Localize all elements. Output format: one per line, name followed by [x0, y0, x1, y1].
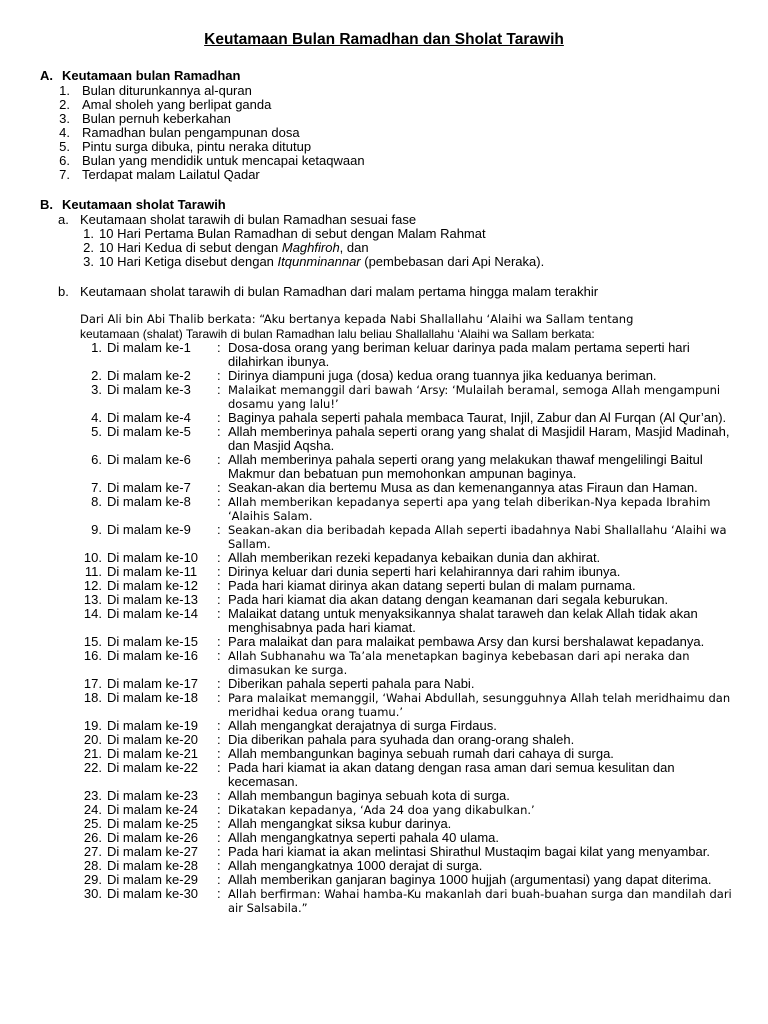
colon-separator: : — [217, 564, 221, 579]
colon-separator: : — [217, 844, 221, 859]
night-label: Di malam ke-13 — [107, 592, 199, 607]
sub-b-letter: b. — [58, 284, 69, 299]
night-number: 6. — [91, 452, 102, 467]
night-text: Seakan-akan dia bertemu Musa as dan kemenangannya atas Firaun dan Haman. — [228, 480, 698, 495]
night-label: Di malam ke-28 — [107, 858, 199, 873]
colon-separator: : — [217, 578, 221, 593]
table-row — [80, 383, 760, 411]
night-label: Di malam ke-26 — [107, 830, 199, 845]
night-text: Allah membangunkan baginya sebuah rumah dari cahaya di surga. — [228, 746, 614, 761]
night-number: 14. — [83, 606, 102, 621]
night-label: Di malam ke-5 — [107, 424, 191, 439]
night-label: Di malam ke-11 — [107, 564, 198, 579]
night-label: Di malam ke-23 — [107, 788, 199, 803]
section-a-letter: A. — [40, 68, 53, 83]
table-row — [80, 649, 760, 677]
night-label: Di malam ke-29 — [107, 872, 199, 887]
night-label: Di malam ke-2 — [107, 368, 191, 383]
night-label: Di malam ke-6 — [107, 452, 191, 467]
colon-separator: : — [217, 648, 221, 663]
table-row — [80, 607, 760, 635]
night-text: Pada hari kiamat dirinya akan datang seperti bulan di malam purnama. — [228, 578, 636, 593]
night-number: 17. — [83, 676, 102, 691]
section-b-letter: B. — [40, 197, 53, 212]
colon-separator: : — [217, 676, 221, 691]
night-text: Para malaikat dan para malaikat pembawa Arsy dan kursi bershalawat kepadanya. — [228, 634, 705, 649]
table-row — [80, 593, 760, 607]
night-label: Di malam ke-21 — [107, 746, 199, 761]
colon-separator: : — [217, 760, 221, 775]
sub-a-text: Keutamaan sholat tarawih di bulan Ramadhan sesuai fase — [80, 212, 417, 227]
night-text: Malaikat datang untuk menyaksikannya shalat taraweh dan kelak Allah tidak akan menghisabnya pada hari kiamat. — [228, 606, 698, 635]
night-number: 20. — [83, 732, 102, 747]
section-b-heading: Keutamaan sholat Tarawih — [62, 197, 226, 212]
table-row — [80, 495, 760, 523]
sub-b-text: Keutamaan sholat tarawih di bulan Ramadhan dari malam pertama hingga malam terakhir — [80, 284, 599, 299]
night-label: Di malam ke-24 — [107, 802, 199, 817]
table-row — [80, 341, 760, 369]
night-text: Allah Subhanahu wa Ta’ala menetapkan baginya kebebasan dari api neraka dan dimasukan ke surga. — [228, 649, 690, 677]
colon-separator: : — [217, 452, 221, 467]
nights-list — [80, 341, 760, 915]
night-text: Dirinya diampuni juga (dosa) kedua orang tuannya jika keduanya beriman. — [228, 368, 657, 383]
night-number: 23. — [83, 788, 102, 803]
colon-separator: : — [217, 410, 221, 425]
night-label: Di malam ke-15 — [107, 634, 199, 649]
night-number: 5. — [91, 424, 102, 439]
night-text: Dikatakan kepadanya, ‘Ada 24 doa yang dikabulkan.’ — [228, 803, 535, 817]
table-row — [80, 733, 760, 747]
colon-separator: : — [217, 746, 221, 761]
night-label: Di malam ke-10 — [107, 550, 199, 565]
table-row — [80, 523, 760, 551]
list-item: 4. Ramadhan bulan pengampunan dosa — [59, 125, 300, 140]
night-text: Dia diberikan pahala para syuhada dan orang-orang shaleh. — [228, 732, 575, 747]
night-label: Di malam ke-27 — [107, 844, 199, 859]
night-label: Di malam ke-7 — [107, 480, 191, 495]
table-row — [80, 551, 760, 565]
colon-separator: : — [217, 494, 221, 509]
night-number: 8. — [91, 494, 102, 509]
list-item: 5. Pintu surga dibuka, pintu neraka ditutup — [59, 139, 312, 154]
night-number: 27. — [83, 844, 102, 859]
colon-separator: : — [217, 732, 221, 747]
list-item: 7. Terdapat malam Lailatul Qadar — [59, 167, 260, 182]
night-text: Pada hari kiamat dia akan datang dengan keamanan dari segala keburukan. — [228, 592, 669, 607]
night-text: Pada hari kiamat ia akan melintasi Shirathul Mustaqim bagai kilat yang menyambar. — [228, 844, 710, 859]
table-row — [80, 817, 760, 831]
colon-separator: : — [217, 368, 221, 383]
night-text: Baginya pahala seperti pahala membaca Taurat, Injil, Zabur dan Al Furqan (Al Qur’an). — [228, 410, 727, 425]
night-number: 12. — [83, 578, 102, 593]
table-row — [80, 761, 760, 789]
list-item: 3. Bulan pernuh keberkahan — [59, 111, 231, 126]
colon-separator: : — [217, 424, 221, 439]
night-text: Allah mengangkatnya seperti pahala 40 ulama. — [228, 830, 500, 845]
table-row — [80, 411, 760, 425]
night-number: 13. — [83, 592, 102, 607]
table-row — [80, 831, 760, 845]
colon-separator: : — [217, 382, 221, 397]
night-label: Di malam ke-20 — [107, 732, 199, 747]
night-number: 4. — [91, 410, 102, 425]
night-text: Allah mengangkat siksa kubur darinya. — [228, 816, 452, 831]
night-label: Di malam ke-9 — [107, 522, 191, 537]
night-text: Para malaikat memanggil, ‘Wahai Abdullah, sesungguhnya Allah telah meridhaimu dan meridhai kedua orang tuamu.’ — [228, 691, 731, 719]
table-row — [80, 803, 760, 817]
night-text: Malaikat memanggil dari bawah ‘Arsy: ‘Mulailah beramal, semoga Allah mengampuni dosamu yang lalu!’ — [228, 383, 721, 411]
night-number: 28. — [83, 858, 102, 873]
night-number: 1. — [91, 340, 102, 355]
table-row — [80, 425, 760, 453]
night-label: Di malam ke-22 — [107, 760, 199, 775]
night-label: Di malam ke-25 — [107, 816, 199, 831]
night-text: Allah memberikan ganjaran baginya 1000 hujjah (argumentasi) yang dapat diterima. — [228, 872, 712, 887]
night-label: Di malam ke-12 — [107, 578, 199, 593]
night-text: Allah memberikan kepadanya seperti apa yang telah diberikan-Nya kepada Ibrahim ‘Alaihis Salam. — [228, 495, 711, 523]
colon-separator: : — [217, 816, 221, 831]
night-number: 11. — [84, 564, 102, 579]
night-label: Di malam ke-3 — [107, 382, 191, 397]
section-a-list — [56, 84, 656, 182]
night-number: 26. — [83, 830, 102, 845]
night-label: Di malam ke-17 — [107, 676, 199, 691]
night-text: Allah membangun baginya sebuah kota di surga. — [228, 788, 510, 803]
table-row — [80, 481, 760, 495]
night-number: 3. — [91, 382, 102, 397]
night-text: Diberikan pahala seperti pahala para Nabi. — [228, 676, 475, 691]
table-row — [80, 859, 760, 873]
night-number: 24. — [83, 802, 102, 817]
colon-separator: : — [217, 592, 221, 607]
colon-separator: : — [217, 550, 221, 565]
night-text: Allah mengangkatnya 1000 derajat di surga. — [228, 858, 483, 873]
night-text: Dirinya keluar dari dunia seperti hari kelahirannya dari rahim ibunya. — [228, 564, 621, 579]
night-number: 9. — [91, 522, 102, 537]
list-item: 1. Bulan diturunkannya al-quran — [59, 83, 252, 98]
colon-separator: : — [217, 830, 221, 845]
colon-separator: : — [217, 872, 221, 887]
night-text: Allah memberinya pahala seperti orang yang melakukan thawaf mengelilingi Baitul Makmur dan bebatuan pun memohonkan ampunan baginya. — [228, 452, 703, 481]
colon-separator: : — [217, 340, 221, 355]
table-row — [80, 579, 760, 593]
table-row — [80, 369, 760, 383]
colon-separator: : — [217, 718, 221, 733]
colon-separator: : — [217, 480, 221, 495]
night-number: 22. — [83, 760, 102, 775]
sub-a-letter: a. — [58, 212, 69, 227]
table-row — [80, 719, 760, 733]
list-item: 6. Bulan yang mendidik untuk mencapai ketaqwaan — [59, 153, 365, 168]
table-row — [80, 677, 760, 691]
night-label: Di malam ke-18 — [107, 690, 199, 705]
night-text: Dosa-dosa orang yang beriman keluar darinya pada malam pertama seperti hari dilahirkan ibunya. — [228, 340, 690, 369]
night-label: Di malam ke-19 — [107, 718, 199, 733]
colon-separator: : — [217, 606, 221, 621]
table-row — [80, 887, 760, 915]
document-page: Keutamaan Bulan Ramadhan dan Sholat Tarawih A. Keutamaan bulan Ramadhan 1. Bulan diturunkannya al-quran 2. Amal sholeh yang berlipat ganda 3. Bulan pernuh keberkahan 4. Ramadhan bulan pengampunan dosa 5. Pintu surga dibuka, pintu neraka ditutup 6. Bulan yang mendidik untuk mencapai ketaqwaan 7. Terdapat malam Lailatul Qadar B. Keutamaan sholat Tarawih a. Keutamaan sholat tarawih di bulan Ramadhan sesuai fase 1. 10 Hari Pertama Bulan Ramadhan di sebut dengan Malam Rahmat 2. 10 Hari Kedua di sebut dengan Maghfiroh, dan 3. 10 Hari Ketiga disebut dengan Itqunminannar (pembebasan dari Api Neraka). b. Keutamaan sholat tarawih di bulan Ramadhan dari malam pertama hingga malam terakhir Dari Ali bin Abi Thalib berkata: “Aku bertanya kepada Nabi Shallallahu ‘Alaihi wa Sallam tentang keutamaan (shalat) Tarawih di bulan Ramadhan lalu beliau Shallallahu ‘Alaihi wa Sallam berkata: 1. Di malam ke-1 : Dosa-dosa orang yang beriman keluar darinya pada malam pertama seperti hari dilahirkan ibunya. 2. Di malam ke-2 : Dirinya diampuni juga (dosa) kedua orang tuannya jika keduanya beriman. 3. Di malam ke-3 : Malaikat memanggil dari bawah ‘Arsy: ‘Mulailah beramal, semoga Allah mengampuni dosamu yang lalu!’ 4. Di malam ke-4 : Baginya pahala seperti pahala membaca Taurat, Injil, Zabur dan Al Furqan (Al Qur’an). 5. Di malam ke-5 : Allah memberinya pahala seperti orang yang shalat di Masjidil Haram, Masjid Madinah, dan Masjid Aqsha. 6. Di malam ke-6 : Allah memberinya pahala seperti orang yang melakukan thawaf mengelilingi Baitul Makmur dan bebatuan pun memohonkan ampunan baginya. 7. Di malam ke-7 : Seakan-akan dia bertemu Musa as dan kemenangannya atas Firaun dan Haman. 8. Di malam ke-8 : Allah memberikan kepadanya seperti apa yang telah diberikan-Nya kepada Ibrahim ‘Alaihis Salam. 9. Di malam ke-9 : Seakan-akan dia beribadah kepada Allah seperti ibadahnya Nabi Shallallahu ‘Alaihi wa Sallam. 10. Di malam ke-10 : Allah memberikan rezeki kepadanya kebaikan dunia dan akhirat. 11. Di malam ke-11 : Dirinya keluar dari dunia seperti hari kelahirannya dari rahim ibunya. 12. Di malam ke-12 : Pada hari kiamat dirinya akan datang seperti bulan di malam purnama. 13. Di malam ke-13 : Pada hari kiamat dia akan datang dengan keamanan dari segala keburukan. 14. Di malam ke-14 : Malaikat datang untuk menyaksikannya shalat taraweh dan kelak Allah tidak akan menghisabnya pada hari kiamat. 15. Di malam ke-15 : Para malaikat dan para malaikat pembawa Arsy dan kursi bershalawat kepadanya. 16. Di malam ke-16 : Allah Subhanahu wa Ta’ala menetapkan baginya kebebasan dari api neraka dan dimasukan ke surga. 17. Di malam ke-17 : Diberikan pahala seperti pahala para Nabi. 18. Di malam ke-18 : Para malaikat memanggil, ‘Wahai Abdullah, sesungguhnya Allah telah meridhaimu dan meridhai kedua orang tuamu.’ 19. Di malam ke-19 : Allah mengangkat derajatnya di surga Firdaus. 20. Di malam ke-20 : Dia diberikan pahala para syuhada dan orang-orang shaleh. 21. Di malam ke-21 : Allah membangunkan baginya sebuah rumah dari cahaya di surga. 22. Di malam ke-22 : Pada hari kiamat ia akan datang dengan rasa aman dari semua kesulitan dan kecemasan. 23. Di malam ke-23 : Allah membangun baginya sebuah kota di surga. 24. Di malam ke-24 : Dikatakan kepadanya, ‘Ada 24 doa yang dikabulkan.’ 25. Di malam ke-25 : Allah mengangkat siksa kubur darinya. 26. Di malam ke-26 : Allah mengangkatnya seperti pahala 40 ulama. 27. Di malam ke-27 : Pada hari kiamat ia akan melintasi Shirathul Mustaqim bagai kilat yang menyambar. 28. Di malam ke-28 : Allah mengangkatnya 1000 derajat di surga. 29. Di malam ke-29 : Allah memberikan ganjaran baginya 1000 hujjah (argumentasi) yang dapat diterima. 30. Di malam ke-30 : Allah berfirman: Wahai hamba-Ku makanlah dari buah-buahan surga dan mandilah dari air Salsabila.” — [0, 0, 768, 1024]
colon-separator: : — [217, 802, 221, 817]
colon-separator: : — [217, 634, 221, 649]
night-number: 29. — [83, 872, 102, 887]
night-text: Pada hari kiamat ia akan datang dengan rasa aman dari semua kesulitan dan kecemasan. — [228, 760, 675, 789]
hadith-intro-line1: Dari Ali bin Abi Thalib berkata: “Aku bertanya kepada Nabi Shallallahu ‘Alaihi wa Sallam tentang — [80, 312, 634, 326]
table-row — [80, 565, 760, 579]
night-text: Seakan-akan dia beribadah kepada Allah seperti ibadahnya Nabi Shallallahu ‘Alaihi wa Sallam. — [228, 523, 727, 551]
night-number: 21. — [83, 746, 102, 761]
colon-separator: : — [217, 886, 221, 901]
colon-separator: : — [217, 690, 221, 705]
night-label: Di malam ke-1 — [107, 340, 191, 355]
night-text: Allah mengangkat derajatnya di surga Firdaus. — [228, 718, 497, 733]
night-number: 25. — [83, 816, 102, 831]
night-number: 7. — [91, 480, 102, 495]
night-number: 2. — [91, 368, 102, 383]
colon-separator: : — [217, 522, 221, 537]
night-number: 19. — [83, 718, 102, 733]
hadith-intro — [80, 312, 740, 341]
colon-separator: : — [217, 858, 221, 873]
table-row — [80, 789, 760, 803]
night-label: Di malam ke-8 — [107, 494, 191, 509]
table-row — [80, 453, 760, 481]
night-number: 30. — [83, 886, 102, 901]
table-row — [80, 691, 760, 719]
night-text: Allah berfirman: Wahai hamba-Ku makanlah dari buah-buahan surga dan mandilah dari air Salsabila.” — [228, 887, 732, 915]
night-text: Allah memberikan rezeki kepadanya kebaikan dunia dan akhirat. — [228, 550, 601, 565]
table-row — [80, 873, 760, 887]
document-title: Keutamaan Bulan Ramadhan dan Sholat Tarawih — [204, 31, 564, 48]
section-a-heading: Keutamaan bulan Ramadhan — [62, 68, 241, 83]
night-number: 15. — [83, 634, 102, 649]
colon-separator: : — [217, 788, 221, 803]
hadith-intro-line2: keutamaan (shalat) Tarawih di bulan Ramadhan lalu beliau Shallallahu ‘Alaihi wa Sallam berkata: — [80, 326, 595, 341]
table-row — [80, 845, 760, 859]
list-item: 2. Amal sholeh yang berlipat ganda — [59, 97, 272, 112]
night-number: 10. — [83, 550, 102, 565]
night-text: Allah memberinya pahala seperti orang yang shalat di Masjidil Haram, Masjid Madinah, dan Masjid Aqsha. — [228, 424, 730, 453]
night-label: Di malam ke-4 — [107, 410, 191, 425]
table-row — [80, 747, 760, 761]
night-number: 18. — [83, 690, 102, 705]
table-row — [80, 635, 760, 649]
night-label: Di malam ke-14 — [107, 606, 199, 621]
night-number: 16. — [83, 648, 102, 663]
night-label: Di malam ke-16 — [107, 648, 199, 663]
night-label: Di malam ke-30 — [107, 886, 199, 901]
